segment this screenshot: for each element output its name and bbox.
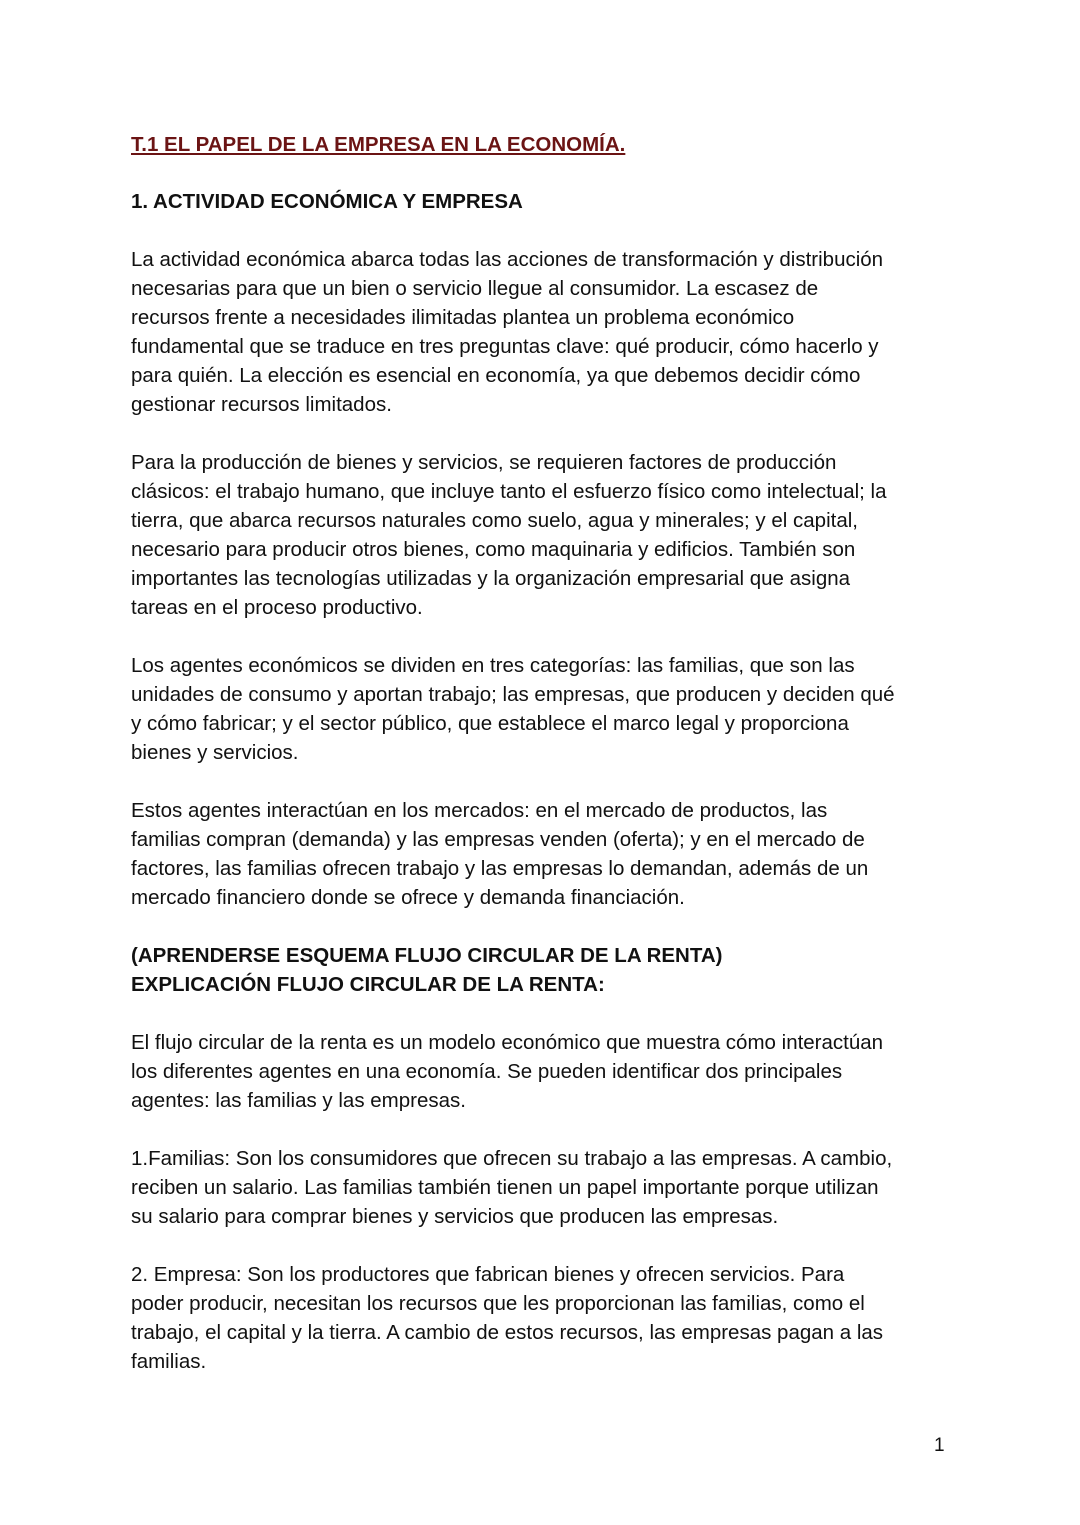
- paragraph-line: familias compran (demanda) y las empresas venden (oferta); y en el mercado de: [131, 828, 865, 851]
- document-page: [131, 130, 961, 1376]
- document-title: T.1 EL PAPEL DE LA EMPRESA EN LA ECONOMÍA.: [131, 133, 626, 156]
- paragraph-economic-agents: [131, 651, 961, 767]
- circular-flow-heading-line: (APRENDERSE ESQUEMA FLUJO CIRCULAR DE LA RENTA): [131, 944, 723, 967]
- paragraph-economic-activity: [131, 245, 961, 419]
- paragraph-line: 1.Familias: Son los consumidores que ofrecen su trabajo a las empresas. A cambio,: [131, 1147, 893, 1170]
- paragraph-line: tierra, que abarca recursos naturales como suelo, agua y minerales; y el capital,: [131, 509, 858, 532]
- paragraph-line: necesario para producir otros bienes, como maquinaria y edificios. También son: [131, 538, 856, 561]
- paragraph-circular-flow: [131, 1028, 961, 1115]
- circular-flow-heading: [131, 941, 961, 999]
- paragraph-line: importantes las tecnologías utilizadas y la organización empresarial que asigna: [131, 567, 851, 590]
- paragraph-production-factors: [131, 448, 961, 622]
- paragraph-line: clásicos: el trabajo humano, que incluye tanto el esfuerzo físico como intelectual; la: [131, 480, 887, 503]
- paragraph-line: poder producir, necesitan los recursos que les proporcionan las familias, como el: [131, 1292, 865, 1315]
- paragraph-line: necesarias para que un bien o servicio llegue al consumidor. La escasez de: [131, 277, 819, 300]
- paragraph-line: Los agentes económicos se dividen en tres categorías: las familias, que son las: [131, 654, 855, 677]
- paragraph-families: [131, 1144, 961, 1231]
- paragraph-line: para quién. La elección es esencial en economía, ya que debemos decidir cómo: [131, 364, 861, 387]
- paragraph-line: El flujo circular de la renta es un modelo económico que muestra cómo interactúan: [131, 1031, 884, 1054]
- paragraph-line: Estos agentes interactúan en los mercados: en el mercado de productos, las: [131, 799, 828, 822]
- page-number: 1: [934, 1435, 945, 1456]
- paragraph-line: bienes y servicios.: [131, 741, 299, 764]
- section-heading: 1. ACTIVIDAD ECONÓMICA Y EMPRESA: [131, 190, 523, 213]
- paragraph-line: su salario para comprar bienes y servicios que producen las empresas.: [131, 1205, 779, 1228]
- paragraph-line: mercado financiero donde se ofrece y demanda financiación.: [131, 886, 685, 909]
- paragraph-line: La actividad económica abarca todas las acciones de transformación y distribución: [131, 248, 884, 271]
- paragraph-line: fundamental que se traduce en tres preguntas clave: qué producir, cómo hacerlo y: [131, 335, 879, 358]
- paragraph-line: trabajo, el capital y la tierra. A cambio de estos recursos, las empresas pagan a las: [131, 1321, 884, 1344]
- paragraph-line: gestionar recursos limitados.: [131, 393, 392, 416]
- paragraph-line: Para la producción de bienes y servicios, se requieren factores de producción: [131, 451, 837, 474]
- paragraph-line: y cómo fabricar; y el sector público, que establece el marco legal y proporciona: [131, 712, 849, 735]
- paragraph-line: agentes: las familias y las empresas.: [131, 1089, 466, 1112]
- paragraphs-group-2: [131, 1028, 961, 1376]
- paragraph-line: tareas en el proceso productivo.: [131, 596, 423, 619]
- paragraph-line: recursos frente a necesidades ilimitadas plantea un problema económico: [131, 306, 795, 329]
- paragraph-line: familias.: [131, 1350, 207, 1373]
- paragraph-line: factores, las familias ofrecen trabajo y las empresas lo demandan, además de un: [131, 857, 869, 880]
- paragraph-line: los diferentes agentes en una economía. Se pueden identificar dos principales: [131, 1060, 843, 1083]
- paragraph-markets: [131, 796, 961, 912]
- circular-flow-heading-line: EXPLICACIÓN FLUJO CIRCULAR DE LA RENTA:: [131, 973, 605, 996]
- paragraph-line: unidades de consumo y aportan trabajo; las empresas, que producen y deciden qué: [131, 683, 895, 706]
- paragraph-line: 2. Empresa: Son los productores que fabrican bienes y ofrecen servicios. Para: [131, 1263, 845, 1286]
- paragraph-line: reciben un salario. Las familias también tienen un papel importante porque utilizan: [131, 1176, 879, 1199]
- paragraph-companies: [131, 1260, 961, 1376]
- paragraphs-group-1: [131, 245, 961, 912]
